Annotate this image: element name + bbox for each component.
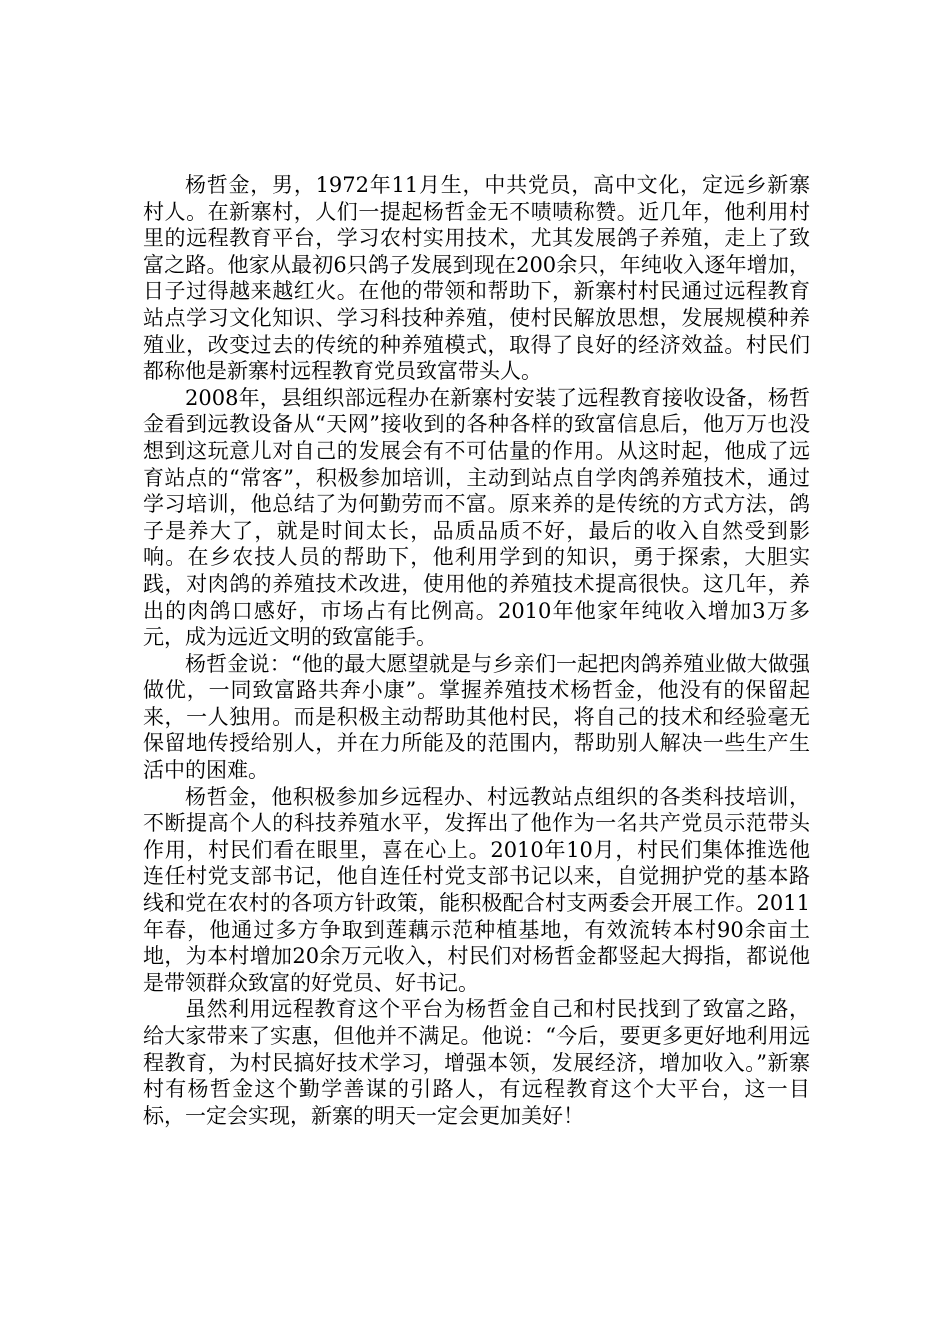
paragraph-3: 杨哲金说：“他的最大愿望就是与乡亲们一起把肉鸽养殖业做大做强做优，一同致富路共奔小康”。掌握养殖技术杨哲金，他没有的保留起来，一人独用。而是积极主动帮助其他村民，将自己的技术和经验毫无保留地传授给别人，并在力所能及的范围内，帮助别人解决一些生产生活中的困难。 bbox=[143, 651, 810, 783]
paragraph-2: 2008年，县组织部远程办在新寨村安装了远程教育接收设备，杨哲金看到远教设备从“天网”接收到的各种各样的致富信息后，他万万也没想到这玩意儿对自己的发展会有不可估量的作用。从这时起，他成了远育站点的“常客”，积极参加培训，主动到站点自学肉鸽养殖技术，通过学习培训，他总结了为何勤劳而不富。原来养的是传统的方式方法，鸽子是养大了，就是时间太长，品质品质不好，最后的收入自然受到影响。在乡农技人员的帮助下，他利用学到的知识，勇于探索，大胆实践，对肉鸽的养殖技术改进，使用他的养殖技术提高很快。这几年，养出的肉鸽口感好，市场占有比例高。2010年他家年纯收入增加3万多元，成为远近文明的致富能手。 bbox=[143, 385, 810, 650]
paragraph-5: 虽然利用远程教育这个平台为杨哲金自己和村民找到了致富之路，给大家带来了实惠，但他并不满足。他说：“今后，要更多更好地利用远程教育，为村民搞好技术学习，增强本领，发展经济，增加收入。”新寨村有杨哲金这个勤学善谋的引路人，有远程教育这个大平台，这一目标，一定会实现，新寨的明天一定会更加美好！ bbox=[143, 997, 810, 1128]
paragraph-1: 杨哲金，男，1972年11月生，中共党员，高中文化，定远乡新寨村人。在新寨村，人们一提起杨哲金无不啧啧称赞。近几年，他利用村里的远程教育平台，学习农村实用技术，尤其发展鸽子养殖，走上了致富之路。他家从最初6只鸽子发展到现在200余只，年纯收入逐年增加，日子过得越来越红火。在他的带领和帮助下，新寨村村民通过远程教育站点学习文化知识、学习科技种养殖，使村民解放思想，发展规模种养殖业，改变过去的传统的种养殖模式，取得了良好的经济效益。村民们都称他是新寨村远程教育党员致富带头人。 bbox=[143, 173, 810, 384]
paragraph-4: 杨哲金，他积极参加乡远程办、村远教站点组织的各类科技培训，不断提高个人的科技养殖水平，发挥出了他作为一名共产党员示范带头作用，村民们看在眼里，喜在心上。2010年10月，村民们集体推选他连任村党支部书记，他自连任村党支部书记以来，自觉拥护党的基本路线和党在农村的各项方针政策，能积极配合村支两委会开展工作。2011年春，他通过多方争取到莲藕示范种植基地，有效流转本村90余亩土地，为本村增加20余万元收入，村民们对杨哲金都竖起大拇指，都说他是带领群众致富的好党员、好书记。 bbox=[143, 784, 810, 995]
document-body bbox=[143, 172, 810, 1129]
